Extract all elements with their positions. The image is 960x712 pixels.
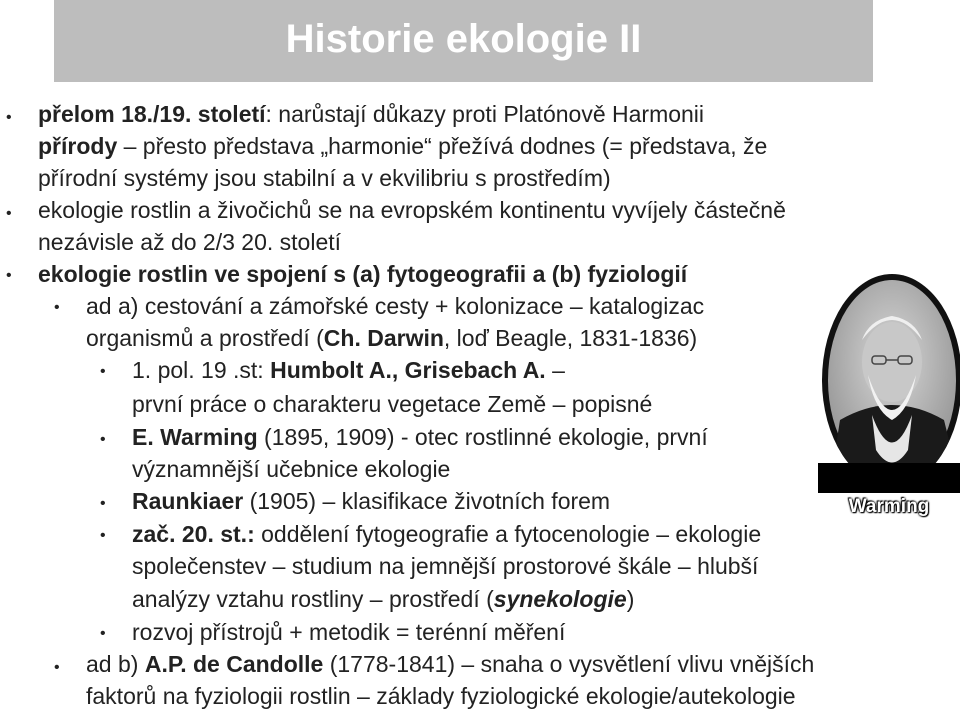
text-line: rozvoj přístrojů + metodik = terénní měření <box>132 619 566 645</box>
bullet-6: • <box>100 431 106 448</box>
slide-title: Historie ekologie II <box>285 17 642 61</box>
text-line: přírody – přesto představa „harmonie“ přežívá dodnes (= představa, že <box>38 133 768 159</box>
text-line: nezávisle až do 2/3 20. století <box>38 229 342 255</box>
text-line: první práce o charakteru vegetace Země – popisné <box>132 391 653 417</box>
text-line: přelom 18./19. století: narůstají důkazy proti Platónově Harmonii <box>38 101 705 127</box>
text-line: ekologie rostlin a živočichů se na evropském kontinentu vyvíjely částečně <box>38 197 786 223</box>
text-line: Raunkiaer (1905) – klasifikace životních forem <box>132 488 611 514</box>
text-line: 1. pol. 19 .st: Humbolt A., Grisebach A. – <box>132 357 565 383</box>
bullet-4: • <box>54 299 60 316</box>
text-line: ad b) A.P. de Candolle (1778-1841) – snaha o vysvětlení vlivu vnějších <box>86 651 815 677</box>
bullet-8: • <box>100 527 106 544</box>
bullet-5: • <box>100 363 106 380</box>
bullet-1: • <box>6 109 12 126</box>
text-line: ad a) cestování a zámořské cesty + kolonizace – katalogizac <box>86 293 705 319</box>
text-line: analýzy vztahu rostliny – prostředí (synekologie) <box>132 586 635 612</box>
bullet-7: • <box>100 495 106 512</box>
bullet-2: • <box>6 205 12 222</box>
text-line: organismů a prostředí (Ch. Darwin, loď Beagle, 1831-1836) <box>86 325 698 351</box>
title-bar <box>54 0 873 82</box>
text-line: významnější učebnice ekologie <box>132 456 451 482</box>
text-line: ekologie rostlin ve spojení s (a) fytogeografii a (b) fyziologií <box>38 261 688 287</box>
bullet-10: • <box>54 659 60 676</box>
text-line: E. Warming (1895, 1909) - otec rostlinné ekologie, první <box>132 424 708 450</box>
text-line: přírodní systémy jsou stabilní a v ekvilibriu s prostředím) <box>38 165 611 191</box>
bullet-3: • <box>6 267 12 284</box>
portrait-caption: Warming <box>848 496 930 517</box>
bullet-9: • <box>100 625 106 642</box>
text-line: faktorů na fyziologii rostlin – základy fyziologické ekologie/autekologie <box>86 683 796 709</box>
caption-bar <box>818 463 960 493</box>
text-line: zač. 20. st.: oddělení fytogeografie a fytocenologie – ekologie <box>132 521 762 547</box>
warming-portrait <box>820 270 960 485</box>
text-line: společenstev – studium na jemnější prostorové škále – hlubší <box>132 553 759 579</box>
